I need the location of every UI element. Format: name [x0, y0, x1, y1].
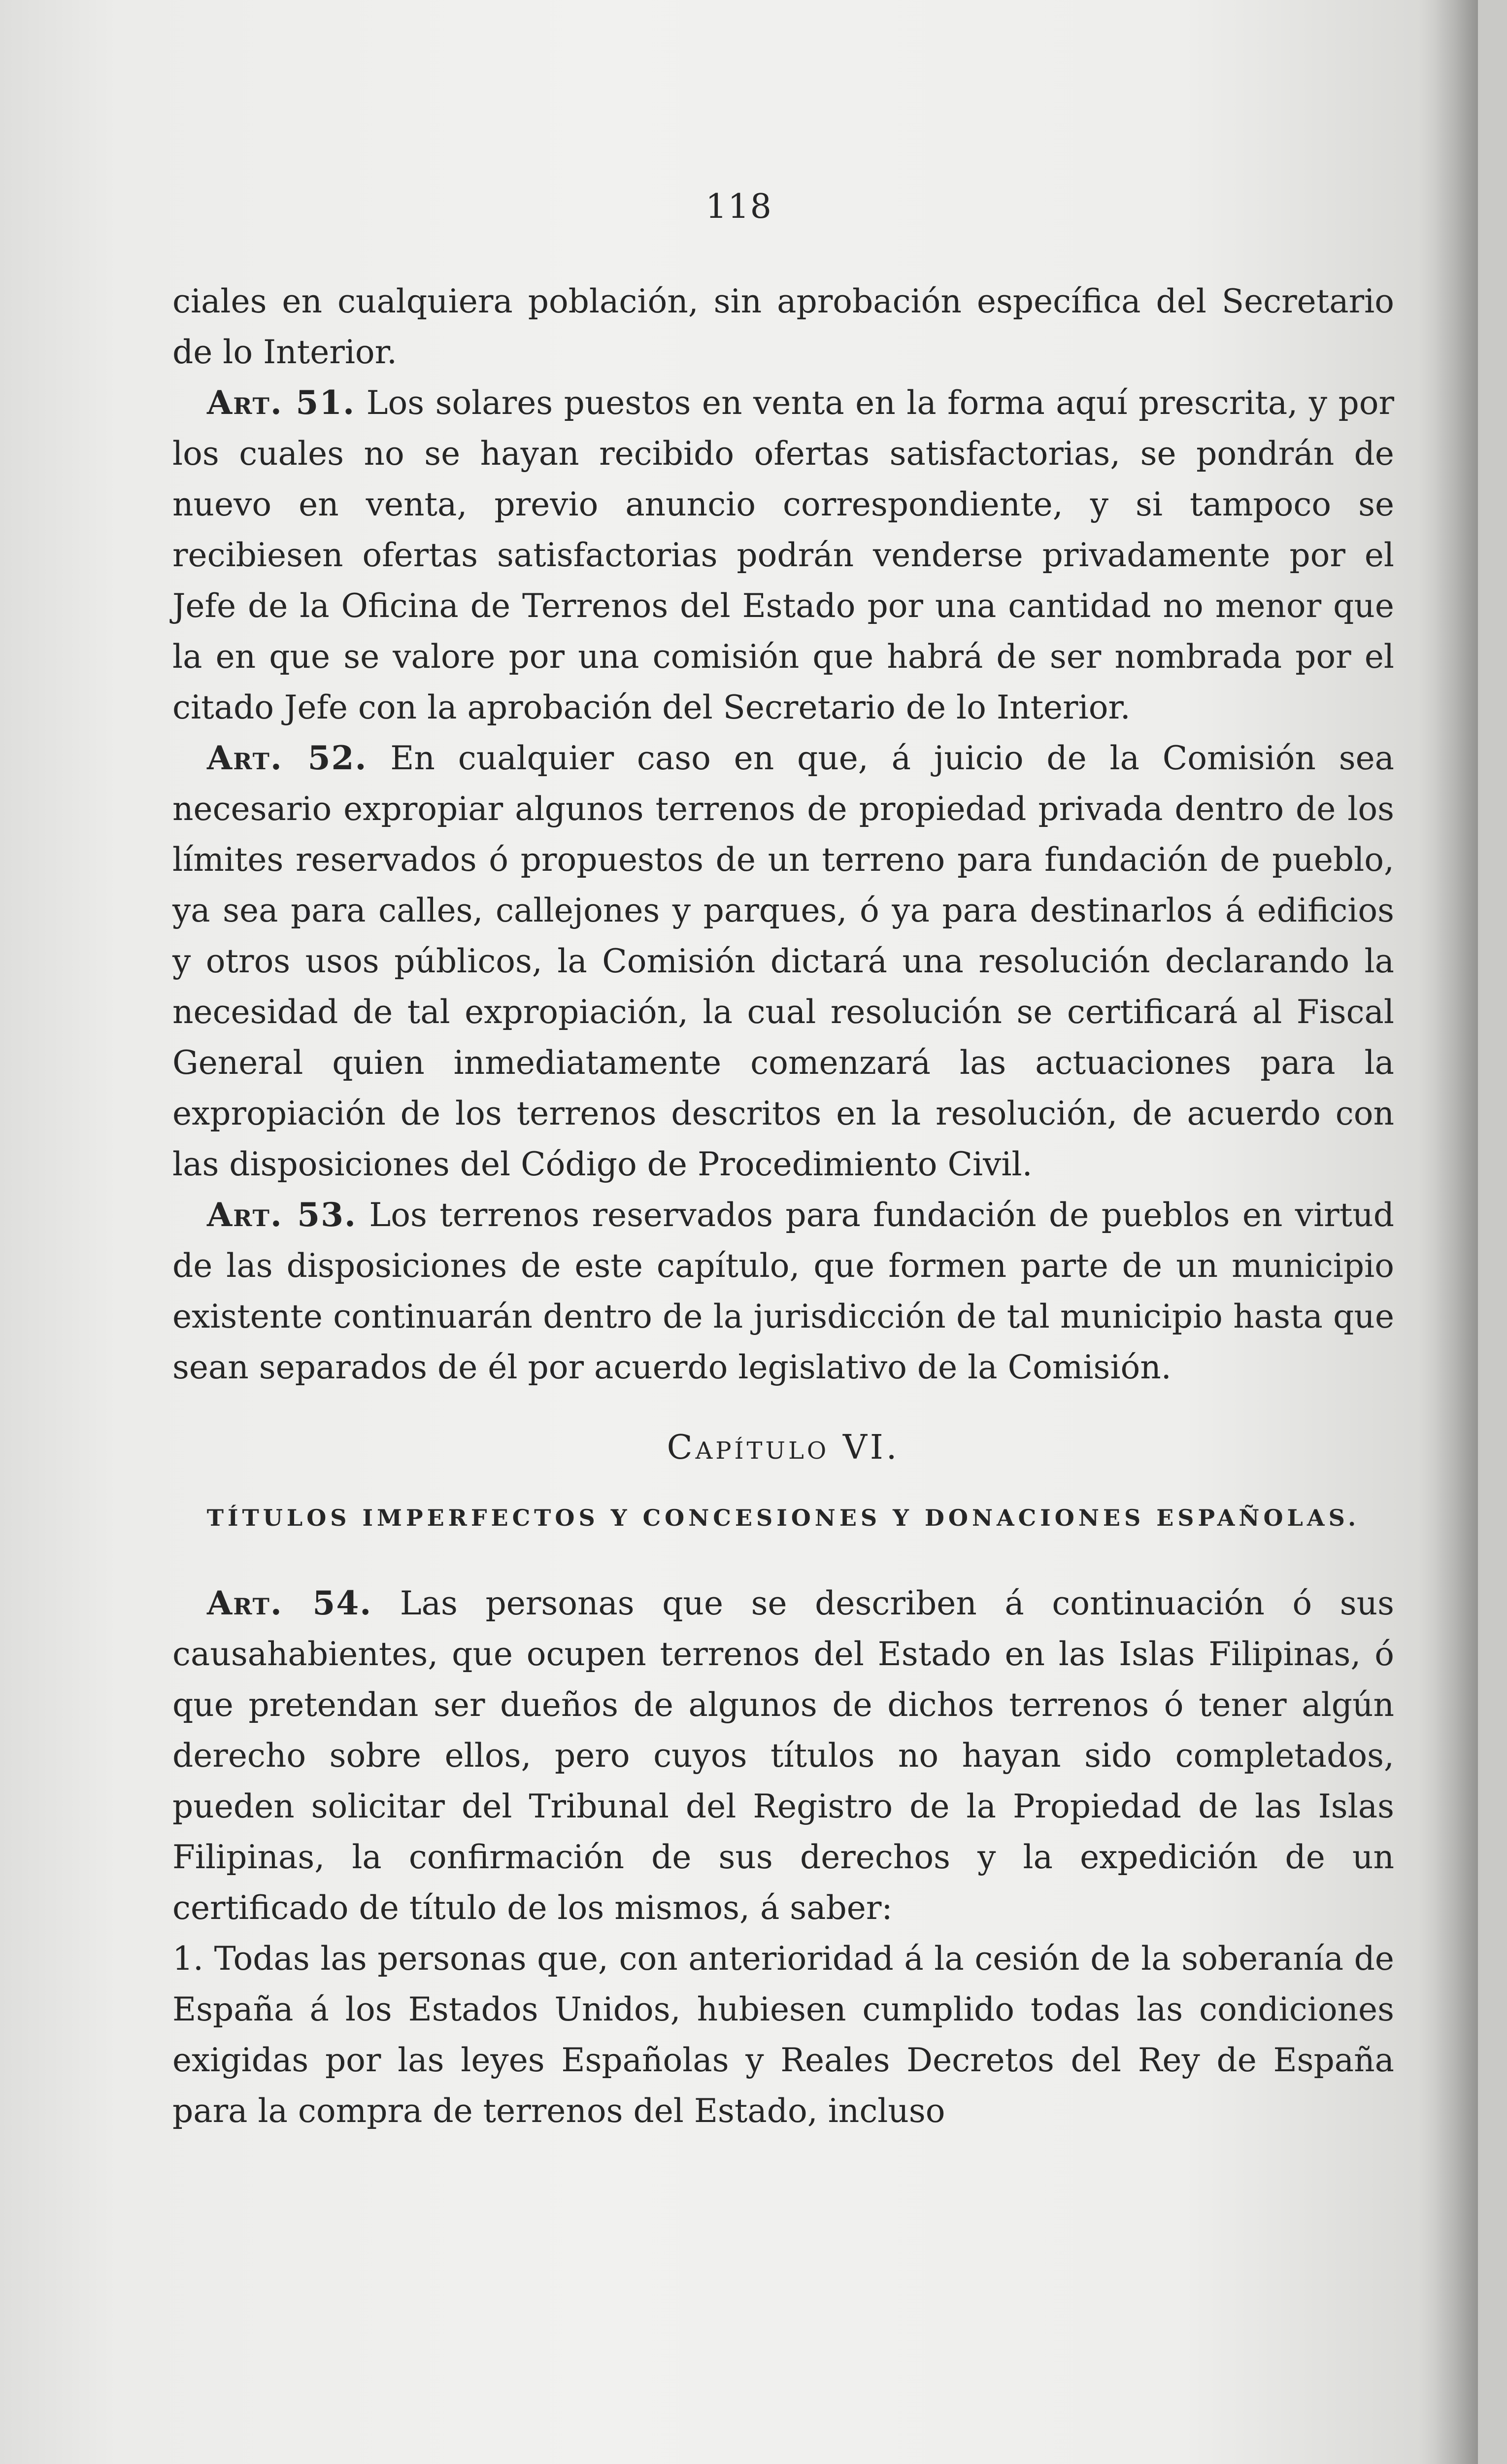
article-52-label: Art. 52.	[207, 739, 368, 777]
article-54-label: Art. 54.	[207, 1584, 372, 1622]
article-53	[172, 1190, 1394, 1393]
article-51-label: Art. 51.	[207, 383, 356, 422]
page-number: 118	[705, 187, 772, 226]
article-51-text: Los solares puestos en venta en la forma aquí prescrita, y por los cuales no se hayan recibido ofertas satisfactorias, se pondrán de nuevo en venta, previo anuncio correspondiente, y si tampoco se recibiesen ofertas satisfactorias podrán venderse privadamente por el Jefe de la Oficina de Terrenos del Estado por una cantidad no menor que la en que se valore por una comisión que habrá de ser nombrada por el citado Jefe con la aprobación del Secretario de lo Interior.	[172, 384, 1394, 726]
article-51	[172, 377, 1394, 733]
article-54	[172, 1578, 1394, 1933]
section-title: TÍTULOS IMPERFECTOS Y CONCESIONES Y DONACIONES ESPAÑOLAS.	[206, 1505, 1360, 1531]
list-item-1: 1. Todas las personas que, con anterioridad á la cesión de la soberanía de España á los Estados Unidos, hubiesen cumplido todas las condiciones exigidas por las leyes Españolas y Reales Decretos del Rey de España para la compra de terrenos del Estado, incluso	[172, 1940, 1394, 2130]
page-body	[172, 276, 1394, 2136]
chapter-heading: Capítulo VI.	[667, 1428, 900, 1467]
article-53-text: Los terrenos reservados para fundación de pueblos en virtud de las disposiciones de este capítulo, que formen parte de un municipio existente continuarán dentro de la jurisdicción de tal municipio hasta que sean separados de él por acuerdo legislativo de la Comisión.	[172, 1196, 1395, 1386]
article-54-text: Las personas que se describen á continuación ó sus causahabientes, que ocupen terrenos del Estado en las Islas Filipinas, ó que pretendan ser dueños de algunos de dichos terrenos ó tener algún derecho sobre ellos, pero cuyos títulos no hayan sido completados, pueden solicitar del Tribunal del Registro de la Propiedad de las Islas Filipinas, la confirmación de sus derechos y la expedición de un certificado de título de los mismos, á saber:	[172, 1584, 1394, 1927]
page-edge-shadow	[1419, 0, 1478, 2464]
article-52	[172, 733, 1394, 1190]
intro-paragraph: ciales en cualquiera población, sin aprobación específica del Secretario de lo Interior.	[172, 282, 1394, 371]
article-53-label: Art. 53.	[207, 1196, 357, 1234]
article-52-text: En cualquier caso en que, á juicio de la Comisión sea necesario expropiar algunos terrenos de propiedad privada dentro de los límites reservados ó propuestos de un terreno para fundación de pueblo, ya sea para calles, callejones y parques, ó ya para destinarlos á edificios y otros usos públicos, la Comisión dictará una resolución declarando la necesidad de tal expropiación, la cual resolución se certificará al Fiscal General quien inmediatamente comenzará las actuaciones para la expropiación de los terrenos descritos en la resolución, de acuerdo con las disposiciones del Código de Procedimiento Civil.	[172, 739, 1394, 1183]
